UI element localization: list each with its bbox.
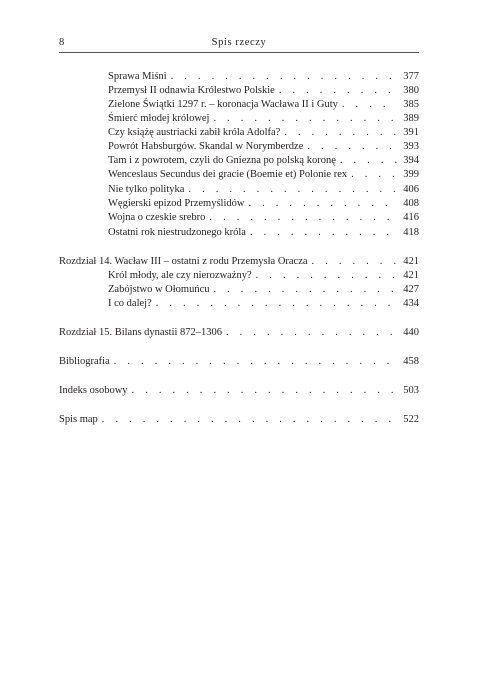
toc-chapter-entry (59, 327, 419, 341)
toc-entry (108, 184, 419, 198)
leader-dots (279, 85, 397, 96)
leader-dots (312, 256, 397, 267)
toc-entry-page: 421 (403, 270, 419, 281)
leader-dots (307, 141, 397, 152)
leader-dots (226, 327, 397, 338)
toc-entry-page: 394 (403, 155, 419, 166)
toc-entry-label: Śmierć młodej królowej (108, 113, 210, 124)
toc-entry-label: I co dalej? (108, 298, 152, 309)
toc-entry-page: 389 (403, 113, 419, 124)
toc-entry-label: Rozdział 15. Bilans dynastii 872–1306 (59, 327, 223, 338)
toc-entry-page: 406 (403, 184, 419, 195)
toc-entry-page: 391 (403, 127, 419, 138)
toc-entry-page: 421 (403, 256, 419, 267)
toc-entry-label: Zabójstwo w Ołomuńcu (108, 284, 210, 295)
leader-dots (114, 356, 397, 367)
leader-dots (209, 212, 397, 223)
toc-entry-page: 440 (403, 327, 419, 338)
leader-dots (214, 284, 398, 295)
toc-entry-page: 393 (403, 141, 419, 152)
toc-entry (108, 113, 419, 127)
toc-entry-label: Sprawa Miśni (108, 71, 167, 82)
toc-entry-label: Nie tylko polityka (108, 184, 185, 195)
toc-entry-label: Powrót Habsburgów. Skandal w Norymberdze (108, 141, 304, 152)
toc-entry-page: 416 (403, 212, 419, 223)
toc-entry-label: Tam i z powrotem, czyli do Gniezna po polską koronę (108, 155, 336, 166)
toc-entry-label: Wenceslaus Secundus dei gracie (Boemie et) Polonie rex (108, 169, 348, 180)
toc-entry (108, 99, 419, 113)
leader-dots (132, 385, 397, 396)
leader-dots (284, 127, 397, 138)
toc-entry-label: Wojna o czeskie srebro (108, 212, 206, 223)
toc-entry-label: Czy książę austriacki zabił króla Adolfa? (108, 127, 281, 138)
toc-entry (108, 212, 419, 226)
toc-entry (108, 85, 419, 99)
page-number: 8 (59, 37, 65, 48)
toc-entry (108, 71, 419, 85)
toc-entry-page: 399 (403, 169, 419, 180)
toc-entry (108, 284, 419, 298)
toc-chapter-entry (59, 414, 419, 428)
toc-entry-page: 458 (403, 356, 419, 367)
leader-dots (340, 155, 397, 166)
toc-entry-label: Spis map (59, 414, 98, 425)
toc-entry-label: Zielone Świątki 1297 r. – koronacja Wacława II i Guty (108, 99, 338, 110)
toc-entry (108, 270, 419, 284)
toc-entry-label: Przemysł II odnawia Królestwo Polskie (108, 85, 275, 96)
toc-entry-page: 408 (403, 198, 419, 209)
leader-dots (102, 414, 397, 425)
toc-entry-page: 503 (403, 385, 419, 396)
toc-entry-page: 380 (403, 85, 419, 96)
toc-entry (108, 169, 419, 183)
toc-entry-page: 377 (403, 71, 419, 82)
leader-dots (156, 298, 397, 309)
toc-entry-label: Rozdział 14. Wacław III – ostatni z rodu Przemysła Oracza (59, 256, 308, 267)
leader-dots (342, 99, 397, 110)
toc-entry (108, 127, 419, 141)
toc-chapter-entry (59, 256, 419, 270)
toc-chapter-entry (59, 385, 419, 399)
leader-dots (351, 169, 397, 180)
running-title: Spis rzeczy (211, 37, 267, 48)
toc-entry-label: Indeks osobowy (59, 385, 128, 396)
toc-entry-page: 522 (403, 414, 419, 425)
leader-dots (248, 198, 397, 209)
leader-dots (250, 227, 397, 238)
leader-dots (213, 113, 397, 124)
toc-entry-page: 427 (403, 284, 419, 295)
toc-entry-page: 385 (403, 99, 419, 110)
toc-entry-label: Bibliografia (59, 356, 110, 367)
toc-entry-label: Król młody, ale czy nierozważny? (108, 270, 252, 281)
toc-entry (108, 155, 419, 169)
toc-entry (108, 227, 419, 241)
toc-entry-label: Węgierski epizod Przemyślidów (108, 198, 245, 209)
header-rule (59, 52, 419, 53)
toc-entry (108, 198, 419, 212)
leader-dots (256, 270, 397, 281)
leader-dots (188, 184, 397, 195)
page-header (59, 37, 419, 51)
leader-dots (171, 71, 397, 82)
toc-entry (108, 141, 419, 155)
toc-entry-label: Ostatni rok niestrudzonego króla (108, 227, 246, 238)
toc-entry-page: 434 (403, 298, 419, 309)
toc-entry-page: 418 (403, 227, 419, 238)
toc-chapter-entry (59, 356, 419, 370)
toc-entry (108, 298, 419, 312)
